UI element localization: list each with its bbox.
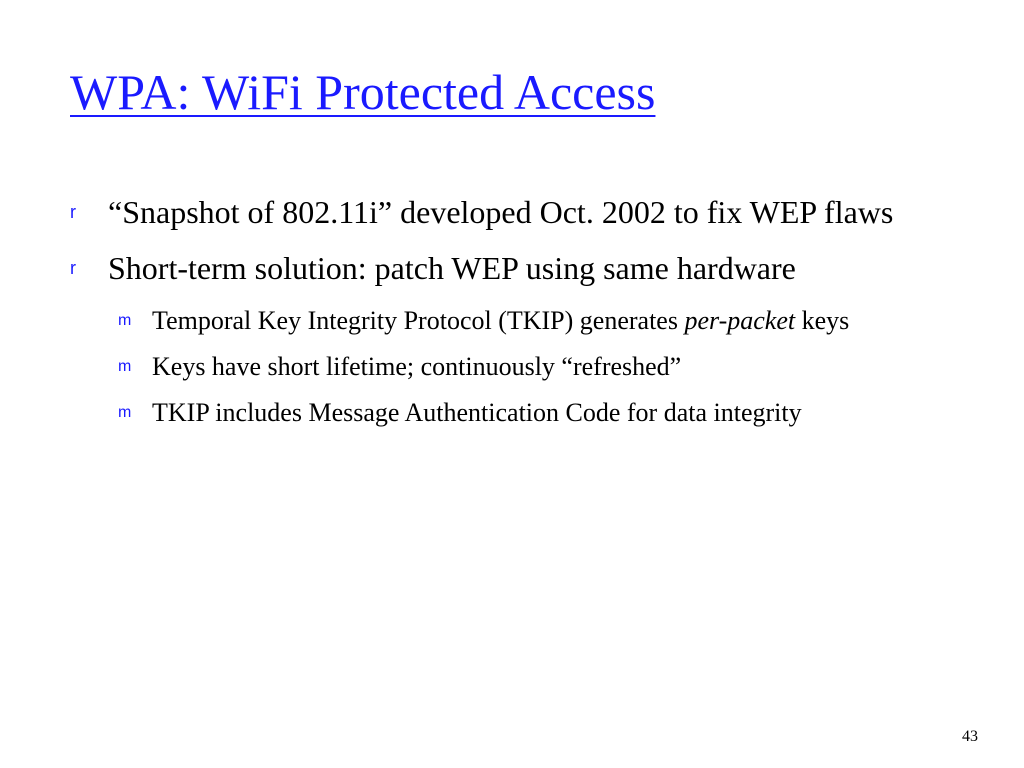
bullet-text: Short-term solution: patch WEP using same hardware: [108, 250, 796, 286]
sub-bullet-marker-icon: m: [118, 358, 132, 375]
sub-bullet-marker-icon: m: [118, 404, 132, 421]
sub-bullet-text: Keys have short lifetime; continuously “refreshed”: [152, 352, 682, 381]
sub-bullet-mac: [110, 394, 944, 432]
page-number: 43: [962, 728, 978, 745]
bullet-marker-icon: r: [70, 202, 76, 222]
sub-bullet-tkip-keys: [110, 302, 944, 340]
slide-title: WPA: WiFi Protected Access: [70, 64, 656, 120]
bullet-marker-icon: r: [70, 258, 76, 278]
sub-bullet-text: TKIP includes Message Authentication Code for data integrity: [152, 398, 802, 427]
sub-bullet-text-end: keys: [795, 306, 850, 335]
bullet-list: [64, 190, 944, 440]
bullet-item-snapshot: [64, 190, 944, 234]
sub-bullet-marker-icon: m: [118, 312, 132, 329]
sub-bullet-short-lifetime: [110, 348, 944, 386]
sub-bullet-text: Temporal Key Integrity Protocol (TKIP) generates: [152, 306, 685, 335]
bullet-item-short-term: [64, 246, 944, 290]
bullet-text: “Snapshot of 802.11i” developed Oct. 2002 to fix WEP flaws: [108, 194, 894, 230]
sub-bullet-italic-text: per-packet: [684, 306, 796, 335]
